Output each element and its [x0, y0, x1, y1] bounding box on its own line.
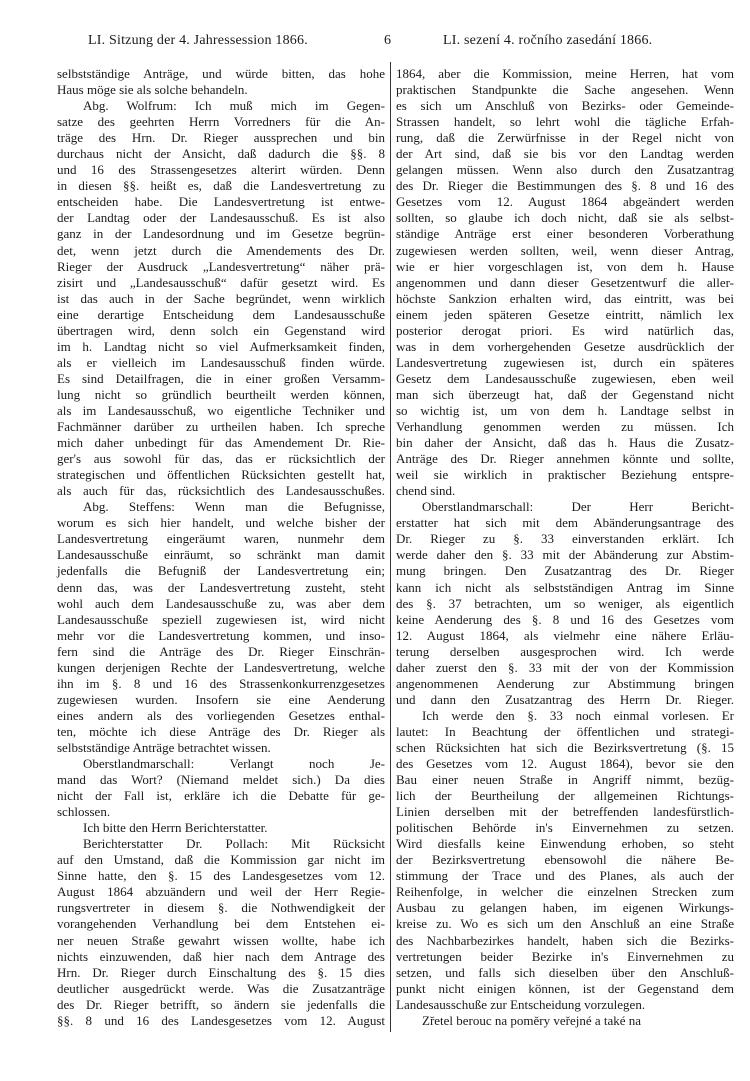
text-line: Linien derselben mit der betreffenden landesfürstlich-	[396, 804, 734, 820]
text-line: angenommen und dann dieser Gesetzentwurf die aller-	[396, 274, 734, 290]
text-line: strategischen und öffentlichen Rücksichten gestellt hat,	[57, 467, 385, 483]
text-line: als im Landesausschuß, wo eigentliche Techniker und	[57, 402, 385, 418]
text-line: Es sind Detailfragen, die in einer großen Versamm-	[57, 370, 385, 386]
text-line: kann ich nicht als selbstständigen Antrag im Sinne	[396, 579, 734, 595]
text-line: mand das Wort? (Niemand meldet sich.) Da dies	[57, 772, 385, 788]
text-line: durchaus nicht der Ansicht, daß dadurch die §§. 8	[57, 146, 385, 162]
text-line: als auch für das, rücksichtlich des Landesausschußes.	[57, 483, 385, 499]
text-line: Gesetz dem Landesausschuße zugewiesen, eben weil	[396, 370, 734, 386]
text-line: wohl auch dem Landesausschuße zu, was aber dem	[57, 595, 385, 611]
right-text-column	[396, 66, 734, 1029]
text-line: eine derartige Entscheidung dem Landesausschuße	[57, 306, 385, 322]
text-line: bin daher der Ansicht, daß das h. Haus die Zusatz-	[396, 435, 734, 451]
text-line: übertragen wird, denn solch ein Gegenstand wird	[57, 322, 385, 338]
text-line: des Gesetzes vom 12. August 1864), bevor sie den	[396, 756, 734, 772]
text-line: schlossen.	[57, 804, 111, 820]
text-line: wie er hier vorgeschlagen ist, von dem h. Hause	[396, 258, 734, 274]
text-line: nichts einzuwenden, daß hier nach dem Antrage des	[57, 948, 385, 964]
text-line: Landesausschuße zur Entscheidung vorzulegen.	[396, 996, 646, 1012]
text-line: Landesvertretung eingeräumt waren, nunmehr dem	[57, 531, 385, 547]
text-line: Ausbau zu gelangen haben, im eigenen Wirkungs-	[396, 900, 734, 916]
text-line: als er vielleich im Landesausschuß finden würde.	[57, 354, 385, 370]
text-line: kungen derjenigen Rechte der Landesvertretung, welche	[57, 659, 385, 675]
text-line: Abg. Wolfrum: Ich muß mich im Gegen-	[83, 98, 385, 114]
text-line: zugewiesen wurden. Insofern sie eine Aenderung	[57, 691, 385, 707]
text-line: Landesvertretung zugewiesen ist, durch ein späteres	[396, 354, 734, 370]
text-line: kreise zu. Wo es sich um den Anschluß an eine Straße	[396, 916, 734, 932]
text-line: ist das auch in der Sache begründet, wenn wirklich	[57, 290, 385, 306]
text-line: ihn im §. 8 und 16 des Strassenkonkurrenzgesetzes	[57, 675, 385, 691]
text-line: stimmung der Trace und des Planes, als auch der	[396, 868, 734, 884]
text-line: in diesen §§. heißt es, daß die Landesvertretung zu	[57, 178, 385, 194]
text-line: Oberstlandmarschall: Der Herr Bericht-	[422, 499, 734, 515]
text-line: §§. 8 und 16 des Landesgesetzes vom 12. August	[57, 1012, 385, 1028]
text-line: Wird diesfalls keine Einwendung erhoben, so steht	[396, 836, 734, 852]
text-line: selbstständige Anträge, und würde bitten, das hohe	[57, 66, 385, 81]
text-line: Strassen handelt, so lehrt wohl die tägliche Erfah-	[396, 114, 734, 130]
text-line: lung nicht so gründlich beurtheilt werden können,	[57, 386, 385, 402]
page-number: 6	[384, 33, 392, 48]
text-line: keine Aenderung des §. 8 und 16 des Gesetzes vom	[396, 611, 734, 627]
text-line: politischen Behörde in's Einvernehmen zu setzen.	[396, 820, 734, 836]
text-line: sollten, so glaube ich doch nicht, daß sie als selbst-	[396, 210, 734, 226]
text-line: zugewiesen werden sollten, weil, wenn dieser Antrag,	[396, 242, 734, 258]
text-line: Haus möge sie als solche behandeln.	[57, 82, 248, 98]
text-line: einem jeden späteren Gesetze eintritt, nämlich lex	[396, 306, 734, 322]
text-line: nicht der Fall ist, erkläre ich die Debatte für ge-	[57, 788, 385, 804]
text-line: der Art sind, daß sie bis vor den Landtag werden	[396, 146, 734, 162]
text-line: schen Rücksichten hat sich die Bezirksvertretung (§. 15	[396, 739, 734, 755]
text-line: lautet: In Beachtung der öffentlichen und strategi-	[396, 723, 734, 739]
running-header-czech: LI. sezení 4. ročního zasedání 1866.	[443, 33, 653, 48]
text-line: Berichterstatter Dr. Pollach: Mit Rücksicht	[83, 836, 385, 852]
text-line: so wichtig ist, um von dem h. Landtage selbst in	[396, 402, 734, 418]
text-line: und 16 des Strassengesetzes alterirt würden. Denn	[57, 162, 385, 178]
text-line: entscheiden habe. Die Landesvertretung ist entwe-	[57, 194, 385, 210]
text-line: Ich werde den §. 33 noch einmal vorlesen. Er	[422, 707, 734, 723]
text-line: lich der Beurtheilung der allgemeinen Richtungs-	[396, 788, 734, 804]
text-line: Rieger der Ausdruck „Landesvertretung“ näher prä-	[57, 258, 385, 274]
text-line: eines andern als des vorliegenden Gesetzes enthal-	[57, 707, 385, 723]
text-line: punkt nicht einigen können, ist der Gegenstand dem	[396, 980, 734, 996]
text-line: daher zuerst den §. 33 mit der von der Kommission	[396, 659, 734, 675]
text-line: man sich überzeugt hat, daß der Gegenstand nicht	[396, 386, 734, 402]
text-line: mich daher unbedingt für das Amendement Dr. Rie-	[57, 435, 385, 451]
text-line: praktischen Standpunkte die Sache angesehen. Wenn	[396, 82, 734, 98]
text-line: 1864, aber die Kommission, meine Herren, hat vom	[396, 66, 734, 81]
text-line: es sich um Anschluß von Bezirks- oder Gemeinde-	[396, 98, 734, 114]
text-line: posterior derogat priori. Es wird natürlich das,	[396, 322, 734, 338]
text-line: chend sind.	[396, 483, 456, 499]
text-line: ten, möchte ich diese Anträge des Dr. Rieger als	[57, 723, 385, 739]
text-line: Abg. Steffens: Wenn man die Befugnisse,	[83, 499, 385, 515]
text-line: vertretungen beider Bezirke in's Einvernehmen zu	[396, 948, 734, 964]
text-line: der Landtag oder der Landesausschuß. Es ist also	[57, 210, 385, 226]
text-line: höchste Sankzion erhalten wird, das eintritt, was bei	[396, 290, 734, 306]
text-line: satze des geehrten Herrn Vorredners für die An-	[57, 114, 385, 130]
text-line: worum es sich hier handelt, und welche bisher der	[57, 515, 385, 531]
text-line: weil sie wirklich in praktischer Beziehung entspre-	[396, 467, 734, 483]
text-line: ganz in der Landesordnung und im Gesetze begrün-	[57, 226, 385, 242]
text-line: mehr vor die Landesvertretung kommen, und inso-	[57, 627, 385, 643]
text-line: zisirt und „Landesausschuß“ dafür gesetzt wird. Es	[57, 274, 385, 290]
text-line: Oberstlandmarschall: Verlangt noch Je-	[83, 756, 385, 772]
text-line: mung bringen. Den Zusatzantrag des Dr. Rieger	[396, 563, 734, 579]
text-line: Landesausschuße einräumt, so schränkt man damit	[57, 547, 385, 563]
text-line: denn das, was der Landesvertretung zusteht, steht	[57, 579, 385, 595]
text-line: des Nachbarbezirkes handelt, haben sich die Bezirks-	[396, 932, 734, 948]
text-line: terung derselben ausgesprochen wird. Ich werde	[396, 643, 734, 659]
text-line: vorangehenden Verhandlung bei dem Entstehen ei-	[57, 916, 385, 932]
text-line: Ich bitte den Herrn Berichterstatter.	[83, 820, 268, 836]
text-line: rung, daß die Zerwürfnisse in der Regel nicht von	[396, 130, 734, 146]
text-line: Verhandlung genommen werden zu müssen. Ich	[396, 419, 734, 435]
running-header-german: LI. Sitzung der 4. Jahressession 1866.	[88, 33, 308, 48]
text-line: was in dem vorhergehenden Gesetze ausdrücklich der	[396, 338, 734, 354]
text-line: erstatter hat sich mit dem Abänderungsantrage des	[396, 515, 734, 531]
text-line: Sinne hatte, den §. 15 des Landesgesetzes vom 12.	[57, 868, 385, 884]
text-line: des Dr. Rieger betrifft, so ändern sie jedenfalls die	[57, 996, 385, 1012]
text-line: Gesetzes vom 12. August 1864 abgeändert werden	[396, 194, 734, 210]
text-line: setzen, und falls sich dieselben über den Anschluß-	[396, 964, 734, 980]
text-line: Zřetel berouc na poměry veřejné a také na	[422, 1012, 642, 1028]
text-line: fern sind die Anträge des Dr. Rieger Einschrän-	[57, 643, 385, 659]
column-divider	[390, 62, 391, 1032]
text-line: angenommenen Aenderung zur Abstimmung bringen	[396, 675, 734, 691]
text-line: träge des Hrn. Dr. Rieger aussprechen und bin	[57, 130, 385, 146]
text-line: des §. 37 betrachten, um so weniger, als eigentlich	[396, 595, 734, 611]
text-line: Anträge des Dr. Rieger annehmen könnte und sollte,	[396, 451, 734, 467]
text-line: 12. August 1864, als vielmehr eine nähere Erläu-	[396, 627, 734, 643]
text-line: des Dr. Rieger die Bestimmungen des §. 8 und 16 des	[396, 178, 734, 194]
text-line: Dr. Rieger zu §. 33 einverstanden erklärt. Ich	[396, 531, 734, 547]
text-line: Fachmänner darüber zu urtheilen haben. Ich spreche	[57, 419, 385, 435]
text-line: werde daher den §. 33 mit der Abänderung zur Abstim-	[396, 547, 734, 563]
text-line: deutlicher ausgedrückt werde. Was die Zusatzanträge	[57, 980, 385, 996]
text-line: im h. Landtag nicht so viel Aufmerksamkeit finden,	[57, 338, 385, 354]
text-line: ger's aus sowohl für das, das er rücksichtlich der	[57, 451, 385, 467]
text-line: Reihenfolge, in welcher die einzelnen Strecken zum	[396, 884, 734, 900]
text-line: Bau einer neuen Straße in Angriff nimmt, bezüg-	[396, 772, 734, 788]
text-line: det, wenn jetzt durch die Amendements des Dr.	[57, 242, 385, 258]
text-line: Hrn. Dr. Rieger durch Einschaltung des §. 15 dies	[57, 964, 385, 980]
text-line: der Bezirksvertretung ebensowohl die nähere Be-	[396, 852, 734, 868]
text-line: gelangen müssen. Wenn also durch den Zusatzantrag	[396, 162, 734, 178]
text-line: ständige Anträge erst einer besonderen Vorberathung	[396, 226, 734, 242]
text-line: und dann den Zusatzantrag des Herrn Dr. Rieger.	[396, 691, 734, 707]
text-line: ner neuen Straße gewahrt wissen wollte, habe ich	[57, 932, 385, 948]
text-line: auf den Umstand, daß die Kommission gar nicht im	[57, 852, 385, 868]
text-line: Landesausschuße speziell zugewiesen ist, wird nicht	[57, 611, 385, 627]
text-line: August 1864 abzuändern und weil der Herr Regie-	[57, 884, 385, 900]
text-line: jedenfalls die Befugniß der Landesvertretung ein;	[57, 563, 385, 579]
text-line: selbstständige Anträge betrachtet wissen.	[57, 739, 271, 755]
left-text-column	[57, 66, 385, 1029]
text-line: rungsvertreter in diesem §. die Nothwendigkeit der	[57, 900, 385, 916]
